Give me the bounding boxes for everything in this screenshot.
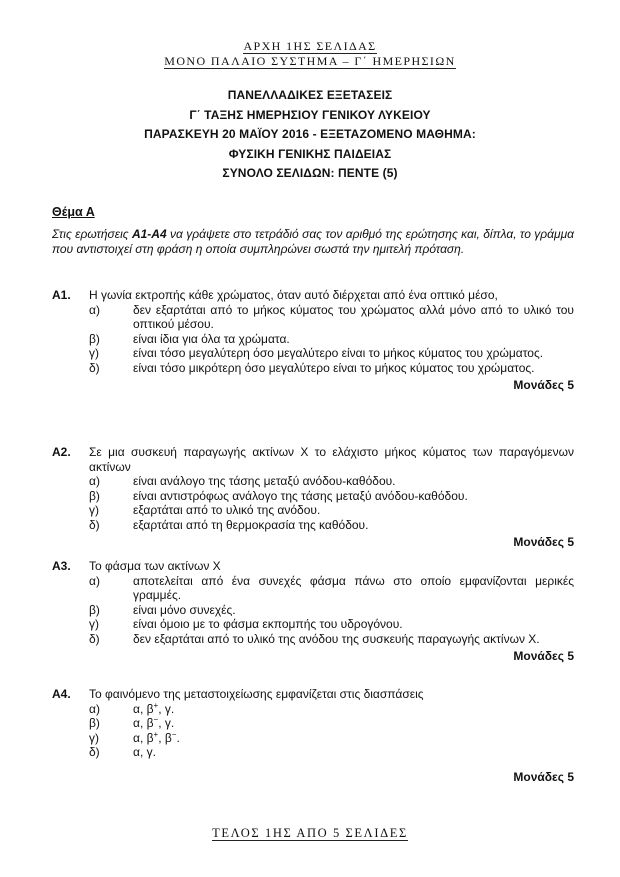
option-d: δ) εξαρτάται από τη θερμοκρασία της καθόδου.: [89, 517, 369, 532]
question-a1: [52, 288, 574, 393]
section-heading: Θέμα Α: [52, 205, 95, 219]
option-b: β) είναι ίδια για όλα τα χρώματα.: [89, 331, 290, 346]
option-a: α) α, β+, γ.: [89, 700, 175, 716]
exam-class: Γ΄ ΤΑΞΗΣ ΗΜΕΡΗΣΙΟΥ ΓΕΝΙΚΟΥ ΛΥΚΕΙΟΥ: [189, 108, 431, 122]
page-header-system: ΜΟΝΟ ΠΑΛΑΙΟ ΣΥΣΤΗΜΑ – Γ΄ ΗΜΕΡΗΣΙΩΝ: [164, 54, 456, 68]
option-b: β) είναι μόνο συνεχές.: [89, 602, 236, 617]
exam-subject: ΦΥΣΙΚΗ ΓΕΝΙΚΗΣ ΠΑΙΔΕΙΑΣ: [228, 147, 392, 161]
option-d: δ) α, γ.: [89, 745, 156, 759]
option-a: α) αποτελείται από ένα συνεχές φάσμα πάνω στο οποίο εμφανίζονται μερικές γραμμές.: [89, 573, 574, 602]
option-d: δ) είναι τόσο μικρότερη όσο μεγαλύτερο είναι το μήκος κύματος του χρώματος.: [89, 360, 535, 375]
question-stem: Το φαινόμενο της μεταστοιχείωσης εμφανίζεται στις διασπάσεις: [89, 687, 424, 701]
exam-title: ΠΑΝΕΛΛΑΔΙΚΕΣ ΕΞΕΤΑΣΕΙΣ: [227, 88, 393, 102]
instructions: Στις ερωτήσεις Α1-Α4 να γράψετε στο τετράδιό σας τον αριθμό της ερώτησης και, δίπλα, το γράμμα που αντιστοιχεί στη φράση η οποία συμπληρώνει σωστά την ημιτελή πρόταση.: [52, 227, 574, 256]
option-b: β) είναι αντιστρόφως ανάλογο της τάσης μεταξύ ανόδου-καθόδου.: [89, 488, 468, 503]
question-a3: [52, 559, 574, 664]
option-a: α) είναι ανάλογο της τάσης μεταξύ ανόδου-καθόδου.: [89, 474, 396, 488]
marks-label: Μονάδες 5: [513, 769, 574, 784]
page-count: ΣΥΝΟΛΟ ΣΕΛΙΔΩΝ: ΠΕΝΤΕ (5): [222, 166, 398, 180]
question-stem: Σε μια συσκευή παραγωγής ακτίνων Χ το ελάχιστο μήκος κύματος των παραγόμενων ακτίνων: [89, 445, 574, 474]
question-stem: Το φάσμα των ακτίνων Χ: [89, 559, 221, 573]
marks-label: Μονάδες 5: [513, 535, 574, 549]
option-d: δ) δεν εξαρτάται από το υλικό της ανόδου της συσκευής παραγωγής ακτίνων Χ.: [89, 631, 540, 646]
option-c: γ) είναι όμοιο με το φάσμα εκπομπής του υδρογόνου.: [89, 617, 403, 631]
question-number: Α2.: [52, 445, 71, 459]
question-number: Α3.: [52, 559, 71, 573]
marks-label: Μονάδες 5: [513, 649, 574, 663]
option-c: γ) α, β+, β−.: [89, 729, 180, 745]
page-footer: ΤΕΛΟΣ 1ΗΣ ΑΠΟ 5 ΣΕΛΙΔΕΣ: [212, 826, 408, 840]
question-number: Α4.: [52, 687, 71, 701]
question-a2: [52, 445, 574, 550]
option-c: γ) εξαρτάται από το υλικό της ανόδου.: [89, 503, 321, 517]
option-c: γ) είναι τόσο μεγαλύτερη όσο μεγαλύτερο είναι το μήκος κύματος του χρώματος.: [89, 346, 544, 360]
option-a: α) δεν εξαρτάται από το μήκος κύματος του χρώματος αλλά μόνο από το υλικό του οπτικού μέσου.: [89, 302, 574, 331]
question-a4: [52, 687, 574, 784]
page-header-start: ΑΡΧΗ 1ΗΣ ΣΕΛΙΔΑΣ: [243, 39, 377, 53]
question-number: Α1.: [52, 288, 71, 302]
option-b: β) α, β−, γ.: [89, 715, 175, 730]
question-stem: Η γωνία εκτροπής κάθε χρώματος, όταν αυτό διέρχεται από ένα οπτικό μέσο,: [89, 288, 498, 302]
marks-label: Μονάδες 5: [513, 378, 574, 392]
exam-date-subject: ΠΑΡΑΣΚΕΥΗ 20 ΜΑΪΟΥ 2016 - ΕΞΕΤΑΖΟΜΕΝΟ ΜΑΘΗΜΑ:: [144, 127, 476, 141]
